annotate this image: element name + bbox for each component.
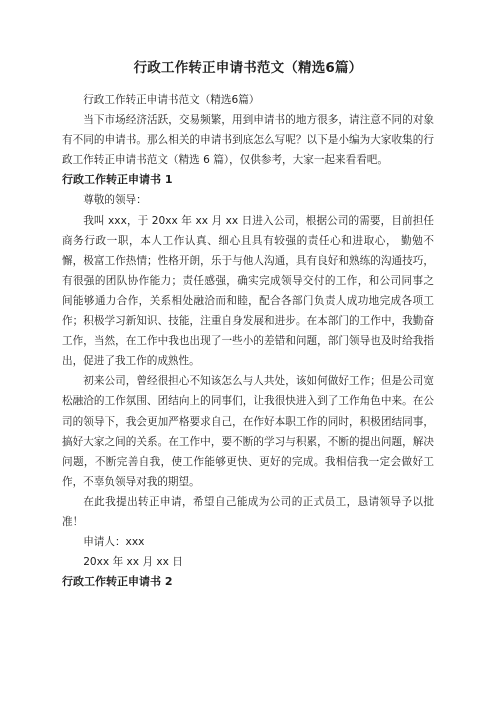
section-heading-2: 行政工作转正申请书 2	[62, 575, 173, 589]
intro-title-line: 行政工作转正申请书范文（精选6篇）	[83, 94, 260, 106]
section-heading-1: 行政工作转正申请书 1	[62, 173, 173, 187]
body-paragraph-3: 在此我提出转正申请，希望自己能成为公司的正式员工，恳请领导予以批准！	[62, 495, 434, 528]
date-line: 20xx 年 xx 月 xx 日	[83, 556, 183, 569]
body-paragraph-2: 初来公司，曾经很担心不知该怎么与人共处，该如何做好工作；但是公司宽松融洽的工作氛围、团结向上的同事们，让我很快进入到了工作角色中来。在公司的领导下，我会更加严格要求自己，在作好本职工作的同时，积极团结同事，搞好大家之间的关系。在工作中，要不断的学习与积累，不断的提出问题，解决问题，不断完善自我，使工作能够更快、更好的完成。我相信我一定会做好工作，不辜负领导对我的期望。	[62, 375, 434, 488]
intro-paragraph: 当下市场经济活跃，交易频繁，用到申请书的地方很多，请注意不同的对象有不同的申请书。那么相关的申请书到底怎么写呢？以下是小编为大家收集的行政工作转正申请书范文（精选 6 篇），仅供参考，大家一起来看看吧。	[62, 114, 434, 167]
body-paragraph-1: 我叫 xxx，于 20xx 年 xx 月 xx 日进入公司，根据公司的需要，目前担任商务行政一职，本人工作认真、细心且具有较强的责任心和进取心， 勤勉不懈，极富工作热情；性格开朗，乐于与他人沟通，具有良好和熟练的沟通技巧，有很强的团队协作能力；责任感强，确实完成领导交付的工作，和公司同事之 间能够通力合作，关系相处融洽而和睦，配合各部门负责人成功地完成各项工作；积极学习新知识、技能，注重自身发展和进步。在本部门的工作中，我勤奋工作，当然，在工作中我也出现了一些小的差错和问题，部门领导也及时给我指出，促进了我工作的成熟性。	[62, 214, 434, 368]
salutation: 尊敬的领导：	[83, 194, 147, 207]
applicant-line: 申请人：xxx	[83, 536, 145, 549]
document-title: 行政工作转正申请书范文（精选6篇）	[133, 60, 363, 76]
